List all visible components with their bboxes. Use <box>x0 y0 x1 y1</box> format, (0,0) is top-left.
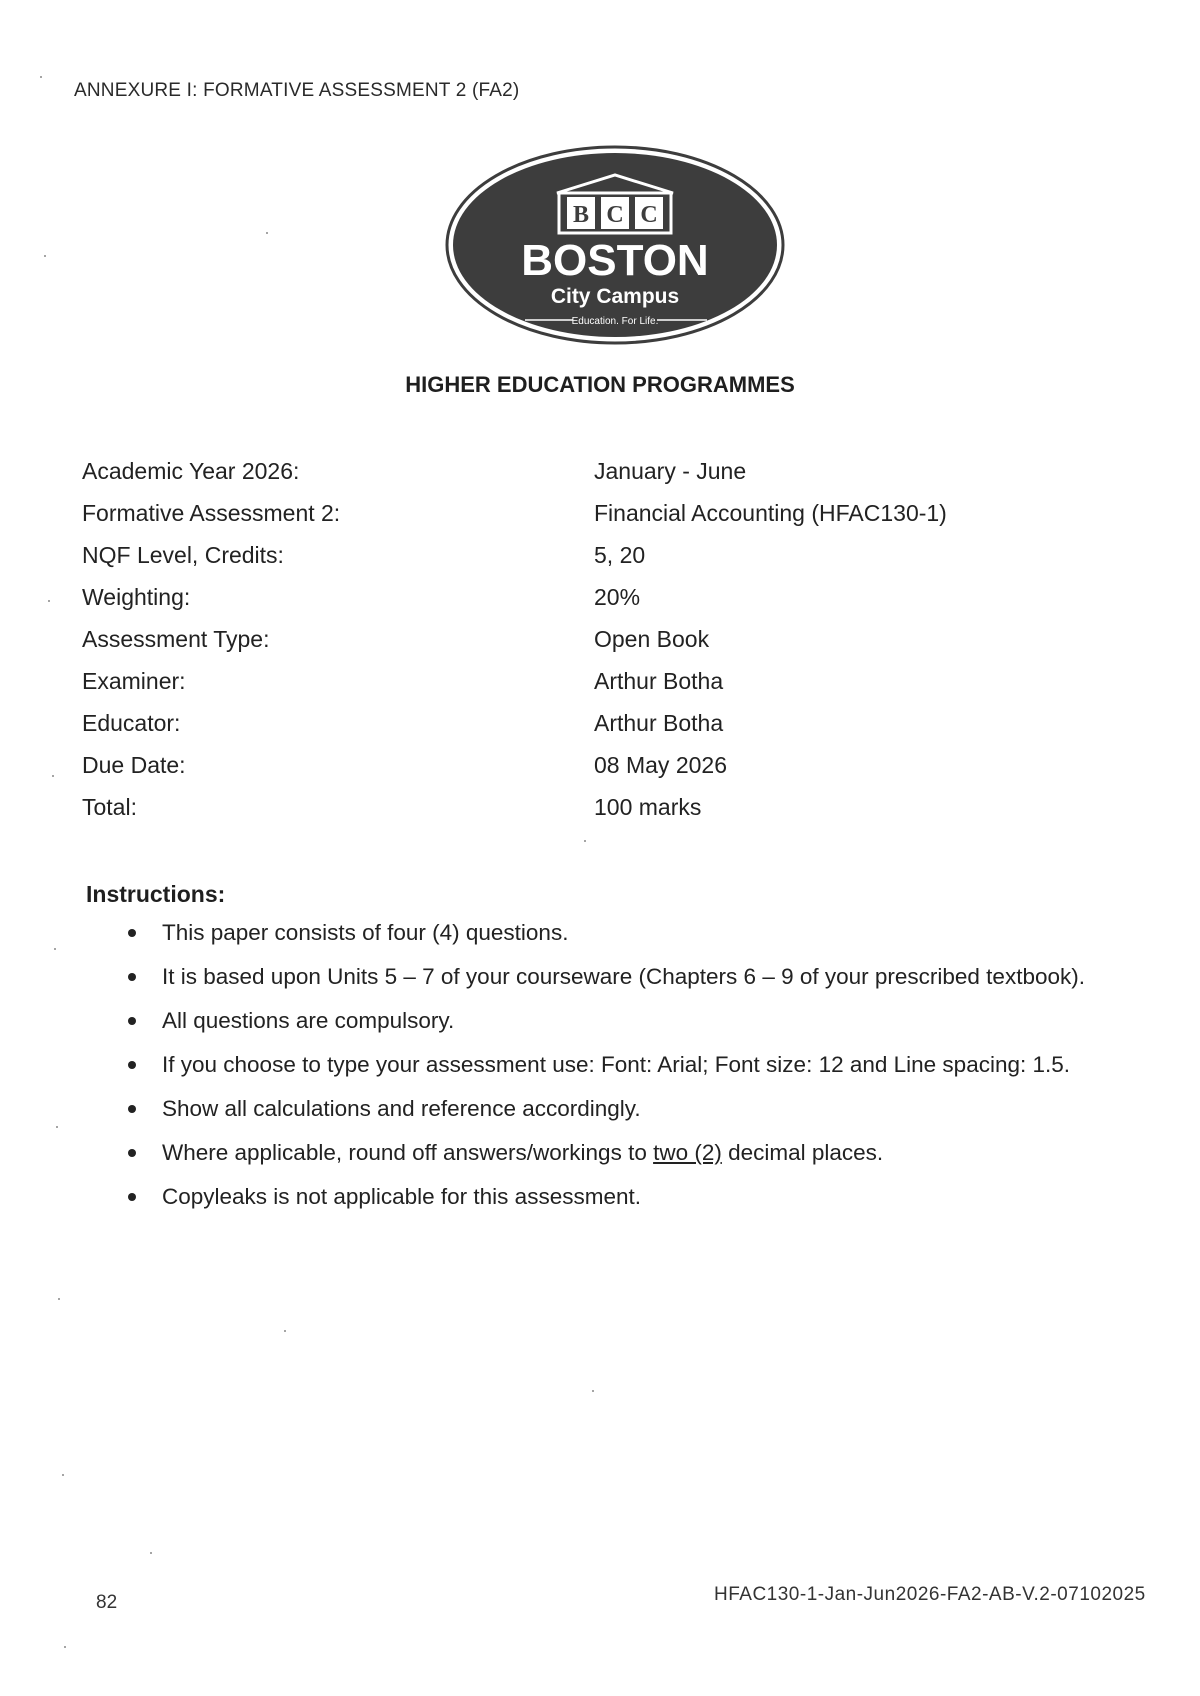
logo-tagline: Education. For Life. <box>571 316 659 327</box>
logo-initial-3: C <box>640 202 658 228</box>
instruction-emphasis: two (2) <box>653 1140 722 1165</box>
detail-value: 100 marks <box>594 794 702 820</box>
logo-initial-2: C <box>606 202 624 228</box>
bullet-icon <box>128 1193 136 1201</box>
boston-city-campus-logo <box>445 145 785 355</box>
instruction-text: This paper consists of four (4) questions. <box>162 920 569 945</box>
instruction-item <box>120 1096 1180 1140</box>
scan-speck <box>266 232 268 234</box>
detail-row <box>82 752 1142 794</box>
instruction-text: If you choose to type your assessment use: Font: Arial; Font size: 12 and Line spacing: 1.5. <box>162 1052 1071 1077</box>
detail-value: Arthur Botha <box>594 668 724 694</box>
detail-row <box>82 458 1142 500</box>
scan-speck <box>54 948 56 950</box>
detail-value: January - June <box>594 458 747 484</box>
scan-speck <box>44 255 46 257</box>
instruction-item <box>120 920 1180 964</box>
logo-emblem <box>445 145 785 355</box>
instruction-text: It is based upon Units 5 – 7 of your courseware (Chapters 6 – 9 of your prescribed textbook). <box>162 964 1085 989</box>
detail-label: Total: <box>82 794 137 820</box>
page-number: 82 <box>96 1592 118 1613</box>
scan-speck <box>40 76 42 78</box>
detail-row <box>82 542 1142 584</box>
annexure-heading: ANNEXURE I: FORMATIVE ASSESSMENT 2 (FA2) <box>74 80 520 101</box>
scan-speck <box>64 1646 66 1648</box>
scan-speck <box>52 775 54 777</box>
scan-speck <box>284 1330 286 1332</box>
bullet-icon <box>128 1017 136 1025</box>
instructions-list <box>120 920 1180 1228</box>
instruction-text: Copyleaks is not applicable for this assessment. <box>162 1184 641 1209</box>
detail-label: Assessment Type: <box>82 626 270 652</box>
detail-label: Due Date: <box>82 752 186 778</box>
detail-label: Weighting: <box>82 584 191 610</box>
detail-label: NQF Level, Credits: <box>82 542 284 568</box>
instruction-text-after: decimal places. <box>721 1140 884 1165</box>
scan-speck <box>48 600 50 602</box>
bullet-icon <box>128 1105 136 1113</box>
scan-speck <box>58 1298 60 1300</box>
detail-label: Formative Assessment 2: <box>82 500 341 526</box>
detail-value: Open Book <box>594 626 710 652</box>
logo-initial-1: B <box>572 202 590 228</box>
programmes-title: HIGHER EDUCATION PROGRAMMES <box>405 372 795 397</box>
detail-row <box>82 626 1142 668</box>
instruction-item <box>120 1184 1180 1228</box>
instruction-item <box>120 1008 1180 1052</box>
detail-label: Examiner: <box>82 668 186 694</box>
scan-speck <box>150 1552 152 1554</box>
instructions-heading: Instructions: <box>86 881 226 907</box>
document-code: HFAC130-1-Jan-Jun2026-FA2-AB-V.2-07102025 <box>714 1584 1146 1605</box>
detail-label: Academic Year 2026: <box>82 458 300 484</box>
bullet-icon <box>128 929 136 937</box>
scan-speck <box>62 1474 64 1476</box>
detail-row <box>82 710 1142 752</box>
logo-name: BOSTON <box>521 236 709 285</box>
instruction-text: All questions are compulsory. <box>162 1008 455 1033</box>
detail-row <box>82 794 1142 836</box>
bullet-icon <box>128 1149 136 1157</box>
instruction-text: Show all calculations and reference accordingly. <box>162 1096 641 1121</box>
scan-speck <box>56 1126 58 1128</box>
logo-subtitle: City Campus <box>550 285 680 308</box>
detail-value: 5, 20 <box>594 542 646 568</box>
detail-label: Educator: <box>82 710 181 736</box>
instruction-item <box>120 1140 1180 1184</box>
scan-speck <box>592 1390 594 1392</box>
scan-speck <box>584 840 586 842</box>
detail-row <box>82 668 1142 710</box>
detail-value: 08 May 2026 <box>594 752 727 778</box>
detail-row <box>82 500 1142 542</box>
instruction-item <box>120 1052 1180 1096</box>
detail-value: Financial Accounting (HFAC130-1) <box>594 500 947 526</box>
bullet-icon <box>128 1061 136 1069</box>
instruction-item <box>120 964 1180 1008</box>
bullet-icon <box>128 973 136 981</box>
detail-value: Arthur Botha <box>594 710 724 736</box>
detail-value: 20% <box>594 584 641 610</box>
assessment-details <box>82 458 1142 836</box>
detail-row <box>82 584 1142 626</box>
instruction-text-before: Where applicable, round off answers/workings to <box>162 1140 654 1165</box>
